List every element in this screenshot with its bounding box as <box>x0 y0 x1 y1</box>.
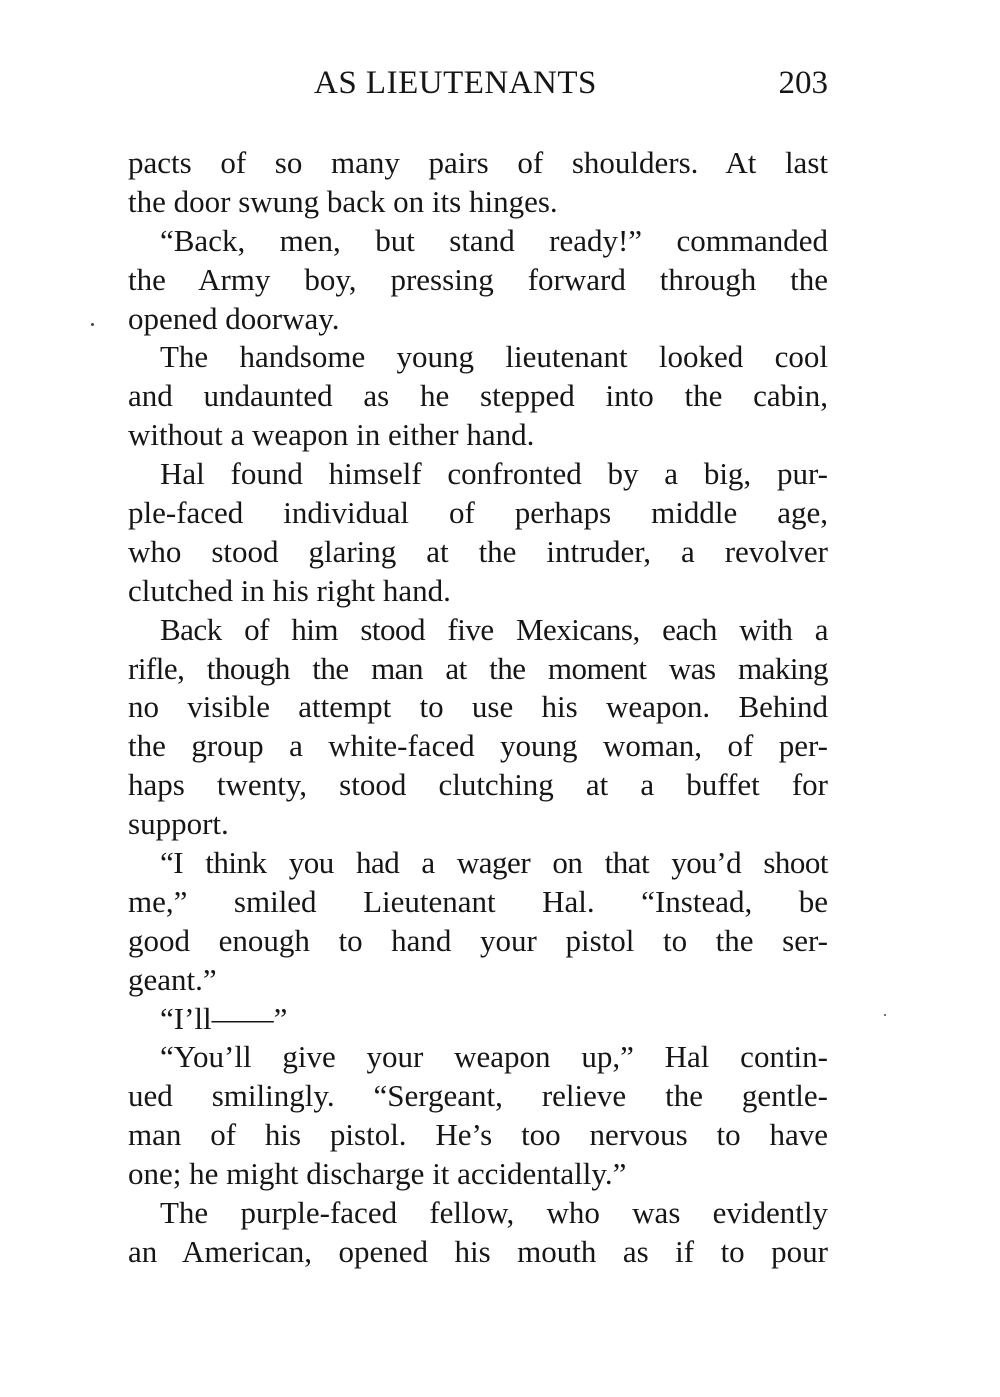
text-line: Back of him stood five Mexicans, each with a <box>160 611 828 647</box>
text-line: “I think you had a wager on that you’d shoot <box>160 845 828 881</box>
text-line: the group a white-faced young woman, of per- <box>128 728 828 764</box>
text-line: without a weapon in either hand. <box>128 417 535 453</box>
scan-speck <box>884 1014 886 1016</box>
text-line: ued smilingly. “Sergeant, relieve the gentle- <box>128 1078 828 1114</box>
text-line: opened doorway. <box>128 300 340 336</box>
body-text <box>128 144 828 1272</box>
scan-speck <box>91 323 94 326</box>
text-line: clutched in his right hand. <box>128 572 451 608</box>
text-line: an American, opened his mouth as if to pour <box>128 1233 828 1269</box>
text-line: good enough to hand your pistol to the ser- <box>128 922 828 958</box>
text-line: Hal found himself confronted by a big, pur- <box>160 456 828 492</box>
text-line: no visible attempt to use his weapon. Behind <box>128 689 828 725</box>
text-line: one; he might discharge it accidentally.” <box>128 1156 627 1192</box>
text-line: “You’ll give your weapon up,” Hal contin- <box>160 1039 828 1075</box>
text-line: who stood glaring at the intruder, a revolver <box>128 533 828 569</box>
page-number: 203 <box>778 65 828 101</box>
text-line: man of his pistol. He’s too nervous to have <box>128 1117 828 1153</box>
text-line: haps twenty, stood clutching at a buffet for <box>128 767 828 803</box>
text-line: me,” smiled Lieutenant Hal. “Instead, be <box>128 883 828 919</box>
running-title: AS LIEUTENANTS <box>314 65 597 101</box>
text-line: the Army boy, pressing forward through the <box>128 261 828 297</box>
text-line: rifle, though the man at the moment was making <box>128 650 828 686</box>
text-line: “Back, men, but stand ready!” commanded <box>160 222 828 258</box>
text-line: The handsome young lieutenant looked cool <box>160 339 828 375</box>
running-head <box>128 58 828 108</box>
text-line: “I’ll——” <box>160 1000 288 1036</box>
text-line: and undaunted as he stepped into the cabin, <box>128 378 828 414</box>
text-line: support. <box>128 806 229 842</box>
text-line: the door swung back on its hinges. <box>128 183 558 219</box>
text-line: The purple-faced fellow, who was evidently <box>160 1195 828 1231</box>
text-line: pacts of so many pairs of shoulders. At last <box>128 145 828 180</box>
text-line: geant.” <box>128 961 217 997</box>
text-line: ple-faced individual of perhaps middle age, <box>128 495 828 531</box>
